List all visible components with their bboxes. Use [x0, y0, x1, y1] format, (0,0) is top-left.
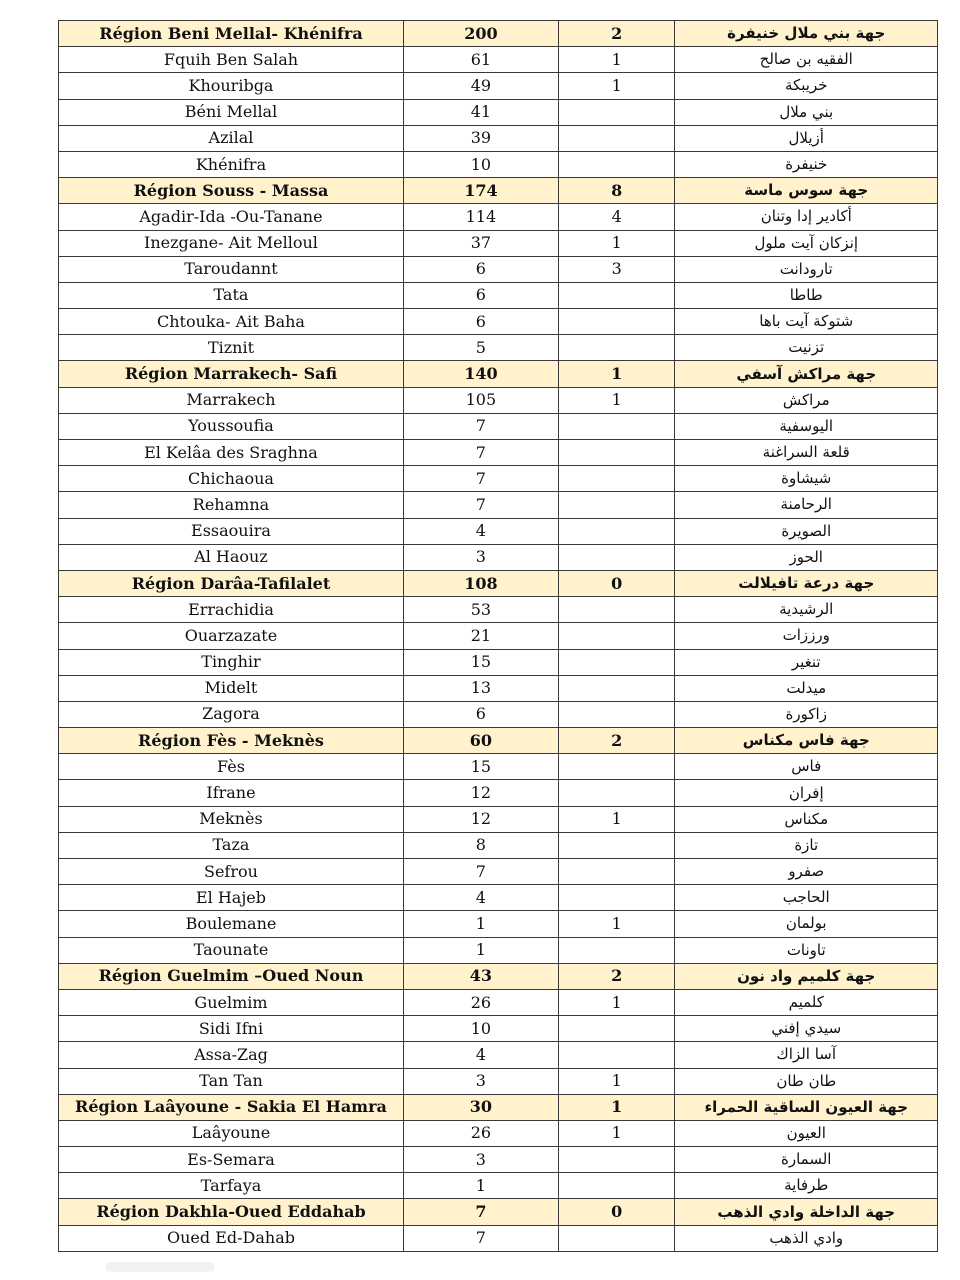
count-cell: 49 [403, 73, 558, 99]
secondary-count-cell [558, 492, 675, 518]
count-cell: 7 [403, 466, 558, 492]
name-ar-cell: زاكورة [675, 701, 938, 727]
regions-table-body [59, 21, 938, 1252]
name-ar-cell: الرحامنة [675, 492, 938, 518]
name-ar-cell: خنيفرة [675, 151, 938, 177]
count-cell: 7 [403, 413, 558, 439]
name-ar-cell: تزنيت [675, 335, 938, 361]
city-row [59, 230, 938, 256]
name-fr-cell: Agadir-Ida -Ou-Tanane [59, 204, 404, 230]
city-row [59, 99, 938, 125]
secondary-count-cell: 1 [558, 387, 675, 413]
city-row [59, 754, 938, 780]
name-fr-cell: Chichaoua [59, 466, 404, 492]
name-fr-cell: Tata [59, 282, 404, 308]
secondary-count-cell: 0 [558, 570, 675, 596]
name-fr-cell: Tinghir [59, 649, 404, 675]
city-row [59, 701, 938, 727]
city-row [59, 1068, 938, 1094]
region-row [59, 1094, 938, 1120]
name-ar-cell: بولمان [675, 911, 938, 937]
name-fr-cell: Région Souss - Massa [59, 178, 404, 204]
count-cell: 43 [403, 963, 558, 989]
name-ar-cell: آسا الزاك [675, 1042, 938, 1068]
count-cell: 4 [403, 885, 558, 911]
name-ar-cell: الفقيه بن صالح [675, 47, 938, 73]
name-ar-cell: أزيلال [675, 125, 938, 151]
secondary-count-cell [558, 282, 675, 308]
city-row [59, 649, 938, 675]
name-fr-cell: Marrakech [59, 387, 404, 413]
secondary-count-cell: 4 [558, 204, 675, 230]
secondary-count-cell [558, 832, 675, 858]
name-fr-cell: Ifrane [59, 780, 404, 806]
name-ar-cell: السمارة [675, 1147, 938, 1173]
secondary-count-cell: 1 [558, 806, 675, 832]
secondary-count-cell: 2 [558, 21, 675, 47]
name-fr-cell: El Kelâa des Sraghna [59, 440, 404, 466]
count-cell: 114 [403, 204, 558, 230]
city-row [59, 125, 938, 151]
count-cell: 26 [403, 989, 558, 1015]
name-ar-cell: جهة العيون الساقية الحمراء [675, 1094, 938, 1120]
city-row [59, 1042, 938, 1068]
count-cell: 7 [403, 859, 558, 885]
region-row [59, 570, 938, 596]
count-cell: 60 [403, 728, 558, 754]
secondary-count-cell: 2 [558, 728, 675, 754]
count-cell: 3 [403, 544, 558, 570]
count-cell: 105 [403, 387, 558, 413]
secondary-count-cell: 1 [558, 1120, 675, 1146]
secondary-count-cell [558, 780, 675, 806]
secondary-count-cell [558, 309, 675, 335]
name-fr-cell: Meknès [59, 806, 404, 832]
name-fr-cell: Taounate [59, 937, 404, 963]
city-row [59, 204, 938, 230]
name-fr-cell: Région Fès - Meknès [59, 728, 404, 754]
name-fr-cell: Sefrou [59, 859, 404, 885]
count-cell: 6 [403, 701, 558, 727]
name-ar-cell: جهة درعة تافيلالت [675, 570, 938, 596]
secondary-count-cell: 1 [558, 1094, 675, 1120]
name-ar-cell: جهة بني ملال خنيفرة [675, 21, 938, 47]
secondary-count-cell [558, 1225, 675, 1251]
count-cell: 7 [403, 1225, 558, 1251]
city-row [59, 440, 938, 466]
city-row [59, 623, 938, 649]
secondary-count-cell [558, 597, 675, 623]
name-fr-cell: Taza [59, 832, 404, 858]
name-fr-cell: Région Laâyoune - Sakia El Hamra [59, 1094, 404, 1120]
city-row [59, 282, 938, 308]
name-ar-cell: جهة مراكش آسفي [675, 361, 938, 387]
name-fr-cell: Région Marrakech- Safi [59, 361, 404, 387]
city-row [59, 544, 938, 570]
name-fr-cell: Youssoufia [59, 413, 404, 439]
secondary-count-cell: 2 [558, 963, 675, 989]
name-ar-cell: طرفاية [675, 1173, 938, 1199]
count-cell: 26 [403, 1120, 558, 1146]
name-fr-cell: Al Haouz [59, 544, 404, 570]
count-cell: 61 [403, 47, 558, 73]
region-row [59, 963, 938, 989]
count-cell: 1 [403, 911, 558, 937]
secondary-count-cell [558, 440, 675, 466]
city-row [59, 1147, 938, 1173]
name-ar-cell: الحوز [675, 544, 938, 570]
name-fr-cell: Région Darâa-Tafilalet [59, 570, 404, 596]
city-row [59, 518, 938, 544]
name-fr-cell: Es-Semara [59, 1147, 404, 1173]
name-fr-cell: Région Dakhla-Oued Eddahab [59, 1199, 404, 1225]
secondary-count-cell [558, 1042, 675, 1068]
name-ar-cell: اليوسفية [675, 413, 938, 439]
name-fr-cell: Laâyoune [59, 1120, 404, 1146]
secondary-count-cell: 1 [558, 911, 675, 937]
count-cell: 1 [403, 1173, 558, 1199]
name-ar-cell: أكادير إدا وتنان [675, 204, 938, 230]
count-cell: 7 [403, 1199, 558, 1225]
name-fr-cell: Azilal [59, 125, 404, 151]
secondary-count-cell [558, 1147, 675, 1173]
secondary-count-cell [558, 466, 675, 492]
city-row [59, 387, 938, 413]
name-fr-cell: Oued Ed-Dahab [59, 1225, 404, 1251]
secondary-count-cell [558, 1016, 675, 1042]
name-fr-cell: Béni Mellal [59, 99, 404, 125]
city-row [59, 47, 938, 73]
secondary-count-cell [558, 701, 675, 727]
secondary-count-cell: 1 [558, 73, 675, 99]
secondary-count-cell [558, 885, 675, 911]
name-fr-cell: Rehamna [59, 492, 404, 518]
name-ar-cell: شتوكة آيت باها [675, 309, 938, 335]
count-cell: 39 [403, 125, 558, 151]
region-row [59, 361, 938, 387]
city-row [59, 937, 938, 963]
name-fr-cell: Guelmim [59, 989, 404, 1015]
name-fr-cell: Midelt [59, 675, 404, 701]
region-row [59, 178, 938, 204]
city-row [59, 832, 938, 858]
city-row [59, 1016, 938, 1042]
count-cell: 200 [403, 21, 558, 47]
footer-smudge [105, 1262, 215, 1272]
name-ar-cell: طان طان [675, 1068, 938, 1094]
count-cell: 3 [403, 1068, 558, 1094]
secondary-count-cell [558, 413, 675, 439]
name-ar-cell: قلعة السراغنة [675, 440, 938, 466]
name-fr-cell: Chtouka- Ait Baha [59, 309, 404, 335]
count-cell: 12 [403, 806, 558, 832]
count-cell: 10 [403, 1016, 558, 1042]
count-cell: 4 [403, 1042, 558, 1068]
count-cell: 12 [403, 780, 558, 806]
name-fr-cell: Boulemane [59, 911, 404, 937]
name-ar-cell: جهة فاس مكناس [675, 728, 938, 754]
city-row [59, 675, 938, 701]
name-ar-cell: طاطا [675, 282, 938, 308]
count-cell: 10 [403, 151, 558, 177]
city-row [59, 1173, 938, 1199]
name-fr-cell: Tiznit [59, 335, 404, 361]
name-fr-cell: Région Guelmim –Oued Noun [59, 963, 404, 989]
count-cell: 1 [403, 937, 558, 963]
city-row [59, 780, 938, 806]
region-row [59, 1199, 938, 1225]
city-row [59, 1120, 938, 1146]
secondary-count-cell: 1 [558, 1068, 675, 1094]
count-cell: 41 [403, 99, 558, 125]
name-fr-cell: Essaouira [59, 518, 404, 544]
name-fr-cell: Khouribga [59, 73, 404, 99]
name-fr-cell: Tarfaya [59, 1173, 404, 1199]
name-ar-cell: ميدلت [675, 675, 938, 701]
name-ar-cell: العيون [675, 1120, 938, 1146]
secondary-count-cell [558, 754, 675, 780]
name-fr-cell: Sidi Ifni [59, 1016, 404, 1042]
name-fr-cell: Taroudannt [59, 256, 404, 282]
city-row [59, 859, 938, 885]
city-row [59, 309, 938, 335]
count-cell: 7 [403, 492, 558, 518]
count-cell: 108 [403, 570, 558, 596]
secondary-count-cell: 1 [558, 47, 675, 73]
city-row [59, 335, 938, 361]
count-cell: 6 [403, 309, 558, 335]
count-cell: 174 [403, 178, 558, 204]
city-row [59, 806, 938, 832]
count-cell: 6 [403, 256, 558, 282]
city-row [59, 597, 938, 623]
name-fr-cell: Fès [59, 754, 404, 780]
name-fr-cell: El Hajeb [59, 885, 404, 911]
secondary-count-cell: 1 [558, 361, 675, 387]
name-ar-cell: إفران [675, 780, 938, 806]
name-ar-cell: تازة [675, 832, 938, 858]
name-fr-cell: Tan Tan [59, 1068, 404, 1094]
secondary-count-cell [558, 518, 675, 544]
city-row [59, 885, 938, 911]
secondary-count-cell: 0 [558, 1199, 675, 1225]
name-fr-cell: Région Beni Mellal- Khénifra [59, 21, 404, 47]
region-row [59, 728, 938, 754]
secondary-count-cell [558, 675, 675, 701]
city-row [59, 413, 938, 439]
secondary-count-cell [558, 859, 675, 885]
name-ar-cell: سيدي إفني [675, 1016, 938, 1042]
secondary-count-cell: 1 [558, 230, 675, 256]
name-fr-cell: Inezgane- Ait Melloul [59, 230, 404, 256]
city-row [59, 466, 938, 492]
name-ar-cell: مراكش [675, 387, 938, 413]
name-ar-cell: مكناس [675, 806, 938, 832]
name-fr-cell: Errachidia [59, 597, 404, 623]
secondary-count-cell: 8 [558, 178, 675, 204]
count-cell: 5 [403, 335, 558, 361]
name-ar-cell: الحاجب [675, 885, 938, 911]
count-cell: 4 [403, 518, 558, 544]
city-row [59, 151, 938, 177]
name-ar-cell: تاونات [675, 937, 938, 963]
name-ar-cell: جهة سوس ماسة [675, 178, 938, 204]
name-ar-cell: خريبكة [675, 73, 938, 99]
secondary-count-cell: 1 [558, 989, 675, 1015]
count-cell: 37 [403, 230, 558, 256]
name-ar-cell: الرشيدية [675, 597, 938, 623]
name-ar-cell: الصويرة [675, 518, 938, 544]
name-ar-cell: ورززات [675, 623, 938, 649]
count-cell: 13 [403, 675, 558, 701]
count-cell: 3 [403, 1147, 558, 1173]
name-ar-cell: جهة الداخلة وادي الذهب [675, 1199, 938, 1225]
city-row [59, 1225, 938, 1251]
secondary-count-cell [558, 649, 675, 675]
name-fr-cell: Zagora [59, 701, 404, 727]
count-cell: 140 [403, 361, 558, 387]
count-cell: 30 [403, 1094, 558, 1120]
name-fr-cell: Assa-Zag [59, 1042, 404, 1068]
count-cell: 8 [403, 832, 558, 858]
city-row [59, 256, 938, 282]
count-cell: 15 [403, 649, 558, 675]
count-cell: 7 [403, 440, 558, 466]
name-ar-cell: وادي الذهب [675, 1225, 938, 1251]
count-cell: 6 [403, 282, 558, 308]
secondary-count-cell [558, 99, 675, 125]
name-ar-cell: إنزكان آيت ملول [675, 230, 938, 256]
count-cell: 53 [403, 597, 558, 623]
name-ar-cell: كلميم [675, 989, 938, 1015]
name-ar-cell: صفرو [675, 859, 938, 885]
region-row [59, 21, 938, 47]
secondary-count-cell [558, 125, 675, 151]
city-row [59, 73, 938, 99]
name-ar-cell: جهة كلميم واد نون [675, 963, 938, 989]
secondary-count-cell [558, 1173, 675, 1199]
regions-table [58, 20, 938, 1252]
secondary-count-cell [558, 151, 675, 177]
name-fr-cell: Fquih Ben Salah [59, 47, 404, 73]
name-ar-cell: بني ملال [675, 99, 938, 125]
secondary-count-cell [558, 335, 675, 361]
name-ar-cell: تنغير [675, 649, 938, 675]
secondary-count-cell [558, 623, 675, 649]
secondary-count-cell: 3 [558, 256, 675, 282]
name-ar-cell: شيشاوة [675, 466, 938, 492]
secondary-count-cell [558, 937, 675, 963]
city-row [59, 911, 938, 937]
count-cell: 15 [403, 754, 558, 780]
name-ar-cell: فاس [675, 754, 938, 780]
city-row [59, 989, 938, 1015]
count-cell: 21 [403, 623, 558, 649]
city-row [59, 492, 938, 518]
name-fr-cell: Ouarzazate [59, 623, 404, 649]
secondary-count-cell [558, 544, 675, 570]
name-ar-cell: تارودانت [675, 256, 938, 282]
name-fr-cell: Khénifra [59, 151, 404, 177]
